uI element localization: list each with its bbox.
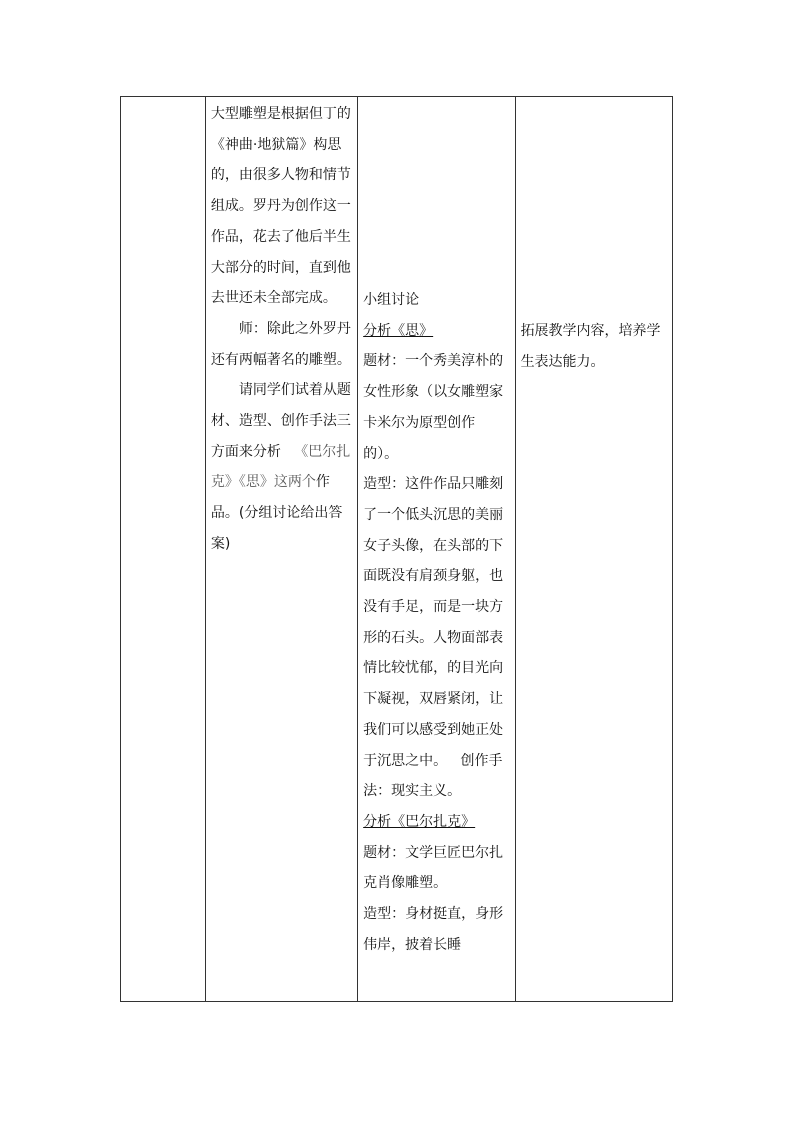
paragraph-teacher-remark: 师：除此之外罗丹还有两幅著名的雕塑。	[210, 320, 351, 368]
si-method-text: 创作手法：现实主义。	[363, 752, 503, 800]
si-form-text: 造型：这件作品只雕刻了一个低头沉思的美丽女子头像，在头部的下面既没有肩颈身躯，也没有手足，而是一块方形的石头。人物面部表情比较忧郁，的目光向下凝视，双唇紧闭，让我们可以感受到她正处于沉思之中。	[363, 476, 504, 769]
table-cell-teacher-activity	[205, 97, 357, 1002]
table-row	[121, 97, 673, 1002]
analysis-si-subject: 题材：一个秀美淳朴的女性形象（以女雕塑家卡米尔为原型创作的）。	[363, 353, 504, 462]
prompt-works: 《巴尔扎克》《思》这两个	[210, 443, 351, 491]
paragraph-gates-of-hell: 大型雕塑是根据但丁的《神曲·地狱篇》构思的，由很多人物和情节组成。罗丹为创作这一作品，花去了他后半生大部分的时间，直到他去世还未全部完成。	[210, 106, 351, 307]
group-discussion-heading: 小组讨论	[363, 292, 420, 308]
table-cell-student-activity	[358, 97, 515, 1002]
analysis-balzac-form: 造型：身材挺直，身形伟岸，披着长睡	[363, 906, 504, 953]
analysis-si-title: 分析《思》	[363, 322, 434, 339]
analysis-si-form	[363, 469, 508, 807]
analysis-balzac-title: 分析《巴尔扎克》	[363, 813, 476, 830]
table-cell-design-intent	[515, 97, 672, 1002]
design-intent-text: 拓展教学内容，培养学生表达能力。	[520, 323, 661, 370]
paragraph-discussion-prompt	[211, 375, 353, 559]
table-cell-empty	[121, 97, 206, 1002]
analysis-balzac-subject: 题材：文学巨匠巴尔扎克肖像雕塑。	[363, 844, 504, 892]
prompt-end: 作品。(分组讨论给出答案)	[210, 474, 343, 552]
lesson-plan-table	[120, 96, 673, 1002]
prompt-text: 请同学们试着从题材、造型、创作手法三方面来分析	[210, 382, 351, 460]
